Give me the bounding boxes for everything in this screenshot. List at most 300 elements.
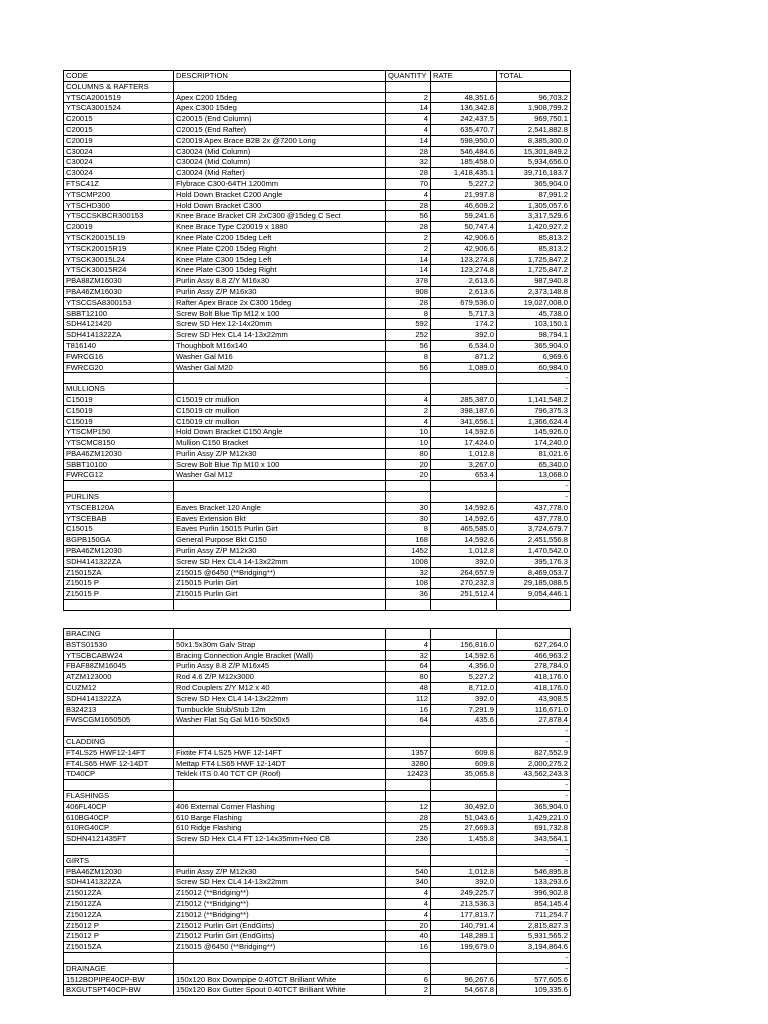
table-row [64,481,571,492]
cell-rate: 1,012.8 [431,866,497,877]
cell-code: Z15012 P [64,931,174,942]
cell-total: 969,750.1 [497,114,571,125]
cell-quantity: 28 [386,297,431,308]
cell-description: Purlin Assy Z/P M12x30 [174,866,386,877]
cell-quantity: 14 [386,254,431,265]
cell-code: PURLINS [64,492,174,503]
cell-description [174,790,386,801]
table-row [64,834,571,845]
cell-quantity: 14 [386,103,431,114]
cell-description: Knee Plate C200 15deg Right [174,243,386,254]
cell-description: Mettap FT4 LS65 HWF 12-14DT [174,758,386,769]
cell-description: Hold Down Bracket C200 Angle [174,189,386,200]
cell-description: Knee Plate C200 15deg Left [174,232,386,243]
cell-code: BXGUTSPT40CP-BW [64,985,174,996]
cell-quantity: 30 [386,513,431,524]
cell-code: C30024 [64,146,174,157]
cell-code: SDH4141322ZA [64,556,174,567]
cell-code: YTSCK20015R19 [64,243,174,254]
cell-description: C15019 ctr mullion [174,405,386,416]
cell-description: Purlin Assy Z/P M16x30 [174,286,386,297]
table-row [64,254,571,265]
table-row [64,135,571,146]
cell-description: Bracing Connection Angle Bracket (Wall) [174,650,386,661]
cell-total: 19,027,008.0 [497,297,571,308]
cell-total: 27,878.4 [497,715,571,726]
cell-rate [431,492,497,503]
cell-description: C30024 (Mid Column) [174,157,386,168]
cell-total: 1,725,847.2 [497,254,571,265]
cell-rate [431,780,497,791]
table-row [64,178,571,189]
cell-quantity: 16 [386,942,431,953]
table-row [64,103,571,114]
cell-rate [431,384,497,395]
cell-description: Eaves Bracket 120 Angle [174,502,386,513]
cell-quantity: 32 [386,650,431,661]
cell-quantity: 64 [386,715,431,726]
cell-rate [431,963,497,974]
cell-code: PBA46ZM12030 [64,866,174,877]
cell-total: 116,671.0 [497,704,571,715]
cell-rate [431,81,497,92]
cell-quantity: 168 [386,535,431,546]
cell-total: 133,293.6 [497,877,571,888]
cell-quantity: 4 [386,394,431,405]
cell-rate: 59,241.6 [431,211,497,222]
cell-code: MULLIONS [64,384,174,395]
table-row [64,747,571,758]
table-row [64,898,571,909]
cell-description: Apex C200 15deg [174,92,386,103]
table-row [64,502,571,513]
cell-description: Knee Brace Type C20019 x 1880 [174,222,386,233]
cell-code: B324213 [64,704,174,715]
cell-code: FWRCG16 [64,351,174,362]
table-row [64,974,571,985]
cell-quantity: 2 [386,243,431,254]
cell-quantity: 12 [386,801,431,812]
cell-total: 365,904.0 [497,178,571,189]
cell-total: 365,904.0 [497,801,571,812]
cell-code: COLUMNS & RAFTERS [64,81,174,92]
table-row [64,265,571,276]
cell-total: 29,185,088.5 [497,578,571,589]
cell-description [174,855,386,866]
cell-rate [431,373,497,384]
table-row [64,780,571,791]
cell-code: C20019 [64,135,174,146]
table-row [64,715,571,726]
cell-description [174,81,386,92]
cell-quantity: 4 [386,189,431,200]
cell-description [174,780,386,791]
cell-total: 2,373,148.8 [497,286,571,297]
cell-total: 546,895.8 [497,866,571,877]
cell-description: Knee Plate C300 15deg Left [174,254,386,265]
cell-code: 406FL40CP [64,801,174,812]
cell-rate [431,952,497,963]
cell-code: 1512BDPIPE40CP-BW [64,974,174,985]
cell-rate: 1,418,435.1 [431,168,497,179]
cell-description: 610 Ridge Flashing [174,823,386,834]
cell-code: Z15015ZA [64,567,174,578]
cell-code: Z15015 P [64,589,174,600]
cell-quantity: 2 [386,985,431,996]
cell-description: 150x120 Box Gutter Spout 0.40TCT Brilliant White [174,985,386,996]
cell-description: Knee Brace Bracket CR 2xC300 @15deg C Sect [174,211,386,222]
cell-quantity: 4 [386,898,431,909]
cell-description [174,481,386,492]
cell-rate: 609.8 [431,747,497,758]
header-description: DESCRIPTION [174,71,386,82]
cell-code: YTSCK30015R24 [64,265,174,276]
table-row [64,736,571,747]
table-row [64,384,571,395]
cell-quantity: 56 [386,211,431,222]
table-row [64,319,571,330]
header-rate: RATE [431,71,497,82]
table-row [64,758,571,769]
cell-total: 81,021.6 [497,448,571,459]
cell-description: Washer Flat Sq Gal M16 50x50x5 [174,715,386,726]
cell-code: Z15012 P [64,920,174,931]
cell-quantity: 4 [386,909,431,920]
cell-code: FT4LS25 HWF12-14FT [64,747,174,758]
cell-quantity: 1357 [386,747,431,758]
cell-rate: 140,791.4 [431,920,497,931]
cell-description: 406 External Corner Flashing [174,801,386,812]
cell-quantity: 10 [386,427,431,438]
cell-code: YTSCMP150 [64,427,174,438]
cell-code: YTSCA2001519 [64,92,174,103]
cell-code: PBA46ZM16030 [64,286,174,297]
cell-description: Fixtite FT4 LS25 HWF 12-14FT [174,747,386,758]
cell-total: - [497,790,571,801]
cell-description: Screw SD Hex CL4 14-13x22mm [174,556,386,567]
table-row [64,459,571,470]
cell-code: YTSCCSKBCR300153 [64,211,174,222]
cell-code: SDH4141322ZA [64,877,174,888]
table-row [64,330,571,341]
cell-total: 3,317,529.6 [497,211,571,222]
cell-total: 45,738.0 [497,308,571,319]
cell-code: SDH4141322ZA [64,330,174,341]
cell-code: BRACING [64,629,174,640]
cell-code: YTSCBCABW24 [64,650,174,661]
cell-quantity: 30 [386,502,431,513]
table-row [64,920,571,931]
cell-code: SBBT12100 [64,308,174,319]
cell-code: C20015 [64,124,174,135]
table-row [64,124,571,135]
table-row [64,556,571,567]
cell-rate: 5,227.2 [431,178,497,189]
cell-description: Z15015 @6450 (**Bridging**) [174,567,386,578]
cell-rate: 1,089.0 [431,362,497,373]
cell-quantity: 80 [386,448,431,459]
cell-total: - [497,963,571,974]
cell-total: 395,176.3 [497,556,571,567]
cell-rate: 51,043.6 [431,812,497,823]
cell-rate [431,726,497,737]
cell-total: 65,340.0 [497,459,571,470]
cell-rate: 251,512.4 [431,589,497,600]
cell-quantity: 8 [386,351,431,362]
cell-code: YTSCCSA8300153 [64,297,174,308]
cell-code: YTSCMP200 [64,189,174,200]
cell-description: Knee Plate C300 15deg Right [174,265,386,276]
cell-code: C15019 [64,416,174,427]
cell-rate: 174.2 [431,319,497,330]
cell-total: 103,150.1 [497,319,571,330]
cell-code: YTSCA3001524 [64,103,174,114]
cell-quantity: 4 [386,124,431,135]
table-row [64,535,571,546]
cell-code: FTSC41Z [64,178,174,189]
table-row [64,726,571,737]
cell-rate: 54,667.8 [431,985,497,996]
table-row [64,373,571,384]
cell-code: FLASHINGS [64,790,174,801]
cell-rate: 123,274.8 [431,254,497,265]
cell-code [64,373,174,384]
cell-rate: 635,470.7 [431,124,497,135]
cell-description: Z15012 (**Bridging**) [174,888,386,899]
cell-rate: 1,455.8 [431,834,497,845]
table-row [64,672,571,683]
cell-code: C15015 [64,524,174,535]
cell-code: FWRCG12 [64,470,174,481]
cell-description [174,373,386,384]
cell-description: Screw Bolt Blue Tip M12 x 100 [174,308,386,319]
cell-rate: 185,458.0 [431,157,497,168]
cell-quantity: 4 [386,114,431,125]
cell-rate [431,855,497,866]
cell-quantity: 8 [386,524,431,535]
cell-quantity: 1452 [386,546,431,557]
cell-code: PBA46ZM12030 [64,546,174,557]
cell-quantity [386,726,431,737]
cell-description [174,629,386,640]
cell-total: 466,963.2 [497,650,571,661]
cell-rate: 1,012.8 [431,546,497,557]
cell-total: 711,254.7 [497,909,571,920]
cell-total: 854,145.4 [497,898,571,909]
cell-code: GIRTS [64,855,174,866]
cell-total: 5,931,565.2 [497,931,571,942]
cell-quantity: 4 [386,416,431,427]
cell-quantity: 28 [386,146,431,157]
cell-quantity [386,736,431,747]
cell-code: Z15015ZA [64,942,174,953]
cell-total: 1,420,927.2 [497,222,571,233]
cell-quantity: 340 [386,877,431,888]
cell-total: 627,264.0 [497,639,571,650]
cell-total: 577,605.6 [497,974,571,985]
table-row [64,855,571,866]
cell-rate [431,600,497,611]
cell-quantity: 36 [386,589,431,600]
cell-description: Apex C300 15deg [174,103,386,114]
table-row [64,200,571,211]
cell-quantity: 12423 [386,769,431,780]
cell-quantity [386,81,431,92]
cell-rate: 30,492.0 [431,801,497,812]
cell-total: 1,470,542.0 [497,546,571,557]
cell-description: Hold Down Bracket C150 Angle [174,427,386,438]
cell-code [64,844,174,855]
cell-total: - [497,373,571,384]
cell-code: BGPB150GA [64,535,174,546]
cell-total: - [497,780,571,791]
cell-total: 3,194,864.6 [497,942,571,953]
cell-description [174,952,386,963]
cell-rate [431,629,497,640]
cell-rate: 27,669.3 [431,823,497,834]
header-total: TOTAL [497,71,571,82]
cell-rate: 14,592.6 [431,650,497,661]
cell-rate: 4,356.0 [431,661,497,672]
cell-total: 1,305,057.6 [497,200,571,211]
cell-description: Teklek ITS 0.40 TCT CP (Roof) [174,769,386,780]
cell-quantity [386,492,431,503]
cell-rate: 35,065.8 [431,769,497,780]
cell-rate: 392.0 [431,693,497,704]
cell-quantity: 2 [386,232,431,243]
cell-quantity [386,481,431,492]
cell-description: Z15015 Purlin Girt [174,578,386,589]
cell-rate: 42,906.6 [431,243,497,254]
cell-quantity: 20 [386,920,431,931]
cell-code: YTSCEBAB [64,513,174,524]
cell-total: 15,301,849.2 [497,146,571,157]
cell-quantity: 25 [386,823,431,834]
cell-description: Z15012 (**Bridging**) [174,909,386,920]
cell-rate: 679,536.0 [431,297,497,308]
cell-code: C30024 [64,157,174,168]
cell-description: Screw Bolt Blue Tip M10 x 100 [174,459,386,470]
cell-total: 13,068.0 [497,470,571,481]
cell-rate: 249,225.7 [431,888,497,899]
cell-code [64,726,174,737]
cell-rate: 14,592.6 [431,427,497,438]
cell-total: - [497,844,571,855]
table-row [64,405,571,416]
cell-total: 9,054,446.1 [497,589,571,600]
cell-code: T816140 [64,340,174,351]
cell-rate [431,481,497,492]
cell-code: C15019 [64,394,174,405]
cell-rate: 6,534.0 [431,340,497,351]
cell-rate: 199,679.0 [431,942,497,953]
table-row [64,567,571,578]
cell-quantity: 540 [386,866,431,877]
table-row [64,682,571,693]
cell-rate: 392.0 [431,330,497,341]
cell-code: Z15015 P [64,578,174,589]
table-row [64,790,571,801]
table-row [64,513,571,524]
cell-code: PBA46ZM12030 [64,448,174,459]
cell-description [174,844,386,855]
cell-rate: 5,227.2 [431,672,497,683]
cell-code: CLADDING [64,736,174,747]
cell-total: 365,904.0 [497,340,571,351]
table-row [64,931,571,942]
cell-total: 145,926.0 [497,427,571,438]
table-row [64,866,571,877]
cell-quantity: 10 [386,438,431,449]
cell-rate: 148,289.1 [431,931,497,942]
table-row [64,189,571,200]
cell-rate: 871.2 [431,351,497,362]
table-row [64,297,571,308]
cell-rate: 341,656.1 [431,416,497,427]
cell-quantity [386,855,431,866]
cell-code: Z15012ZA [64,898,174,909]
cell-quantity: 8 [386,308,431,319]
table-row [64,877,571,888]
cell-rate: 46,609.2 [431,200,497,211]
table-row [64,211,571,222]
cell-quantity: 28 [386,222,431,233]
cell-quantity: 70 [386,178,431,189]
cell-rate: 42,906.6 [431,232,497,243]
table-row [64,801,571,812]
cell-description: C20019 Apex Brace B2B 2x @7200 Long [174,135,386,146]
table-row [64,470,571,481]
cell-rate: 392.0 [431,877,497,888]
cell-description: Eaves Purlin 15015 Purlin Girt [174,524,386,535]
table-row [64,812,571,823]
table-row [64,416,571,427]
cell-code: C20019 [64,222,174,233]
cell-rate: 136,342.8 [431,103,497,114]
cell-total: - [497,855,571,866]
table-row [64,243,571,254]
table-row [64,546,571,557]
cell-description: Washer Gal M16 [174,351,386,362]
cell-description: Purlin Assy Z/P M12x30 [174,546,386,557]
cell-total: 996,902.8 [497,888,571,899]
table-row [64,81,571,92]
cell-quantity: 2 [386,92,431,103]
cell-quantity: 16 [386,704,431,715]
cell-total: 109,335.6 [497,985,571,996]
cell-description: C30024 (Mid Column) [174,146,386,157]
cell-quantity: 112 [386,693,431,704]
cell-rate: 653.4 [431,470,497,481]
cell-quantity: 20 [386,470,431,481]
cell-quantity: 48 [386,682,431,693]
cell-total: 1,429,221.0 [497,812,571,823]
cell-description: Screw SD Hex CL4 FT 12-14x35mm+Neo CB [174,834,386,845]
table-row [64,222,571,233]
cell-rate: 242,437.5 [431,114,497,125]
cell-total: 2,541,882.8 [497,124,571,135]
cell-rate: 1,012.8 [431,448,497,459]
table-row [64,823,571,834]
header-code: CODE [64,71,174,82]
cell-total [497,629,571,640]
header-row [64,71,571,82]
table-row [64,362,571,373]
cell-rate: 14,592.6 [431,535,497,546]
cell-rate: 50,747.4 [431,222,497,233]
table-row [64,146,571,157]
cell-total [497,600,571,611]
